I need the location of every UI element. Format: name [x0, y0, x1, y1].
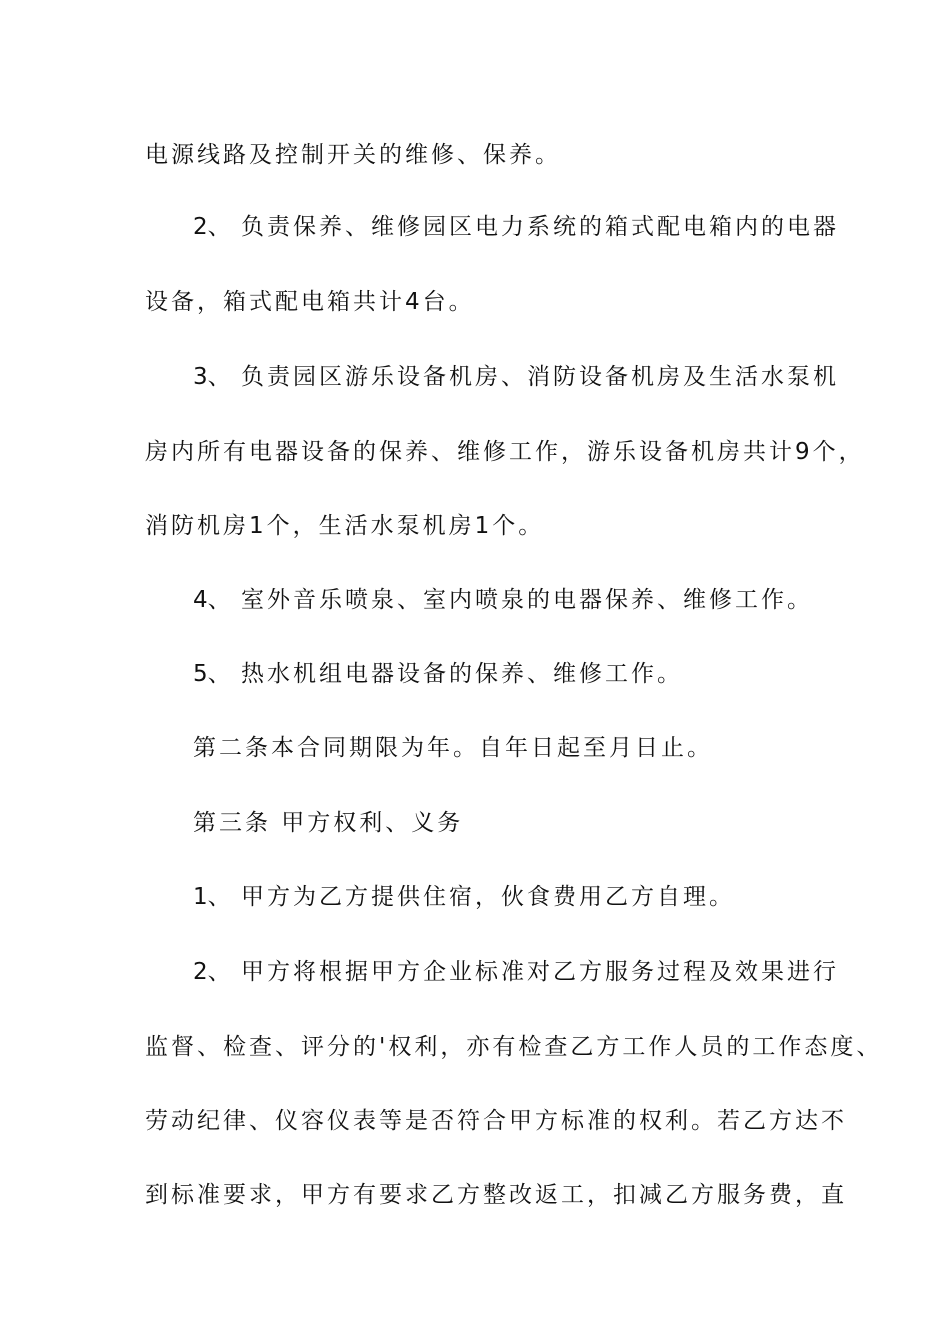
item-number: 4、 [193, 587, 231, 613]
text-line: 消防机房1个，生活水泵机房1个。 [145, 513, 545, 539]
item-number: 2、 [193, 959, 231, 985]
item-text: 室外音乐喷泉、室内喷泉的电器保养、维修工作。 [241, 587, 813, 613]
list-item [193, 362, 873, 392]
text-line: 监督、检查、评分的'权利，亦有检查乙方工作人员的工作态度、 [145, 1034, 883, 1060]
list-item [193, 882, 873, 912]
section-text: 第二条本合同期限为年。自年日起至月日止。 [193, 735, 713, 761]
item-number: 5、 [193, 661, 231, 687]
text-line: 到标准要求，甲方有要求乙方整改返工，扣减乙方服务费，直 [145, 1182, 847, 1208]
item-text: 负责园区游乐设备机房、消防设备机房及生活水泵机 [241, 364, 839, 390]
list-item [193, 659, 873, 689]
item-text: 热水机组电器设备的保养、维修工作。 [241, 661, 683, 687]
item-number: 3、 [193, 364, 231, 390]
item-text: 甲方将根据甲方企业标准对乙方服务过程及效果进行 [241, 959, 839, 985]
item-text: 甲方为乙方提供住宿，伙食费用乙方自理。 [241, 884, 735, 910]
list-item [193, 212, 873, 242]
item-text: 负责保养、维修园区电力系统的箱式配电箱内的电器 [241, 214, 839, 240]
list-item [193, 957, 873, 987]
text-line: 劳动纪律、仪容仪表等是否符合甲方标准的权利。若乙方达不 [145, 1108, 847, 1134]
item-number: 1、 [193, 884, 231, 910]
section-heading: 第三条 甲方权利、义务 [193, 810, 464, 836]
item-number: 2、 [193, 214, 231, 240]
text-line: 电源线路及控制开关的维修、保养。 [145, 142, 561, 168]
text-line: 设备，箱式配电箱共计4台。 [145, 289, 475, 315]
list-item [193, 585, 873, 615]
text-line: 房内所有电器设备的保养、维修工作，游乐设备机房共计9个， [145, 439, 865, 465]
